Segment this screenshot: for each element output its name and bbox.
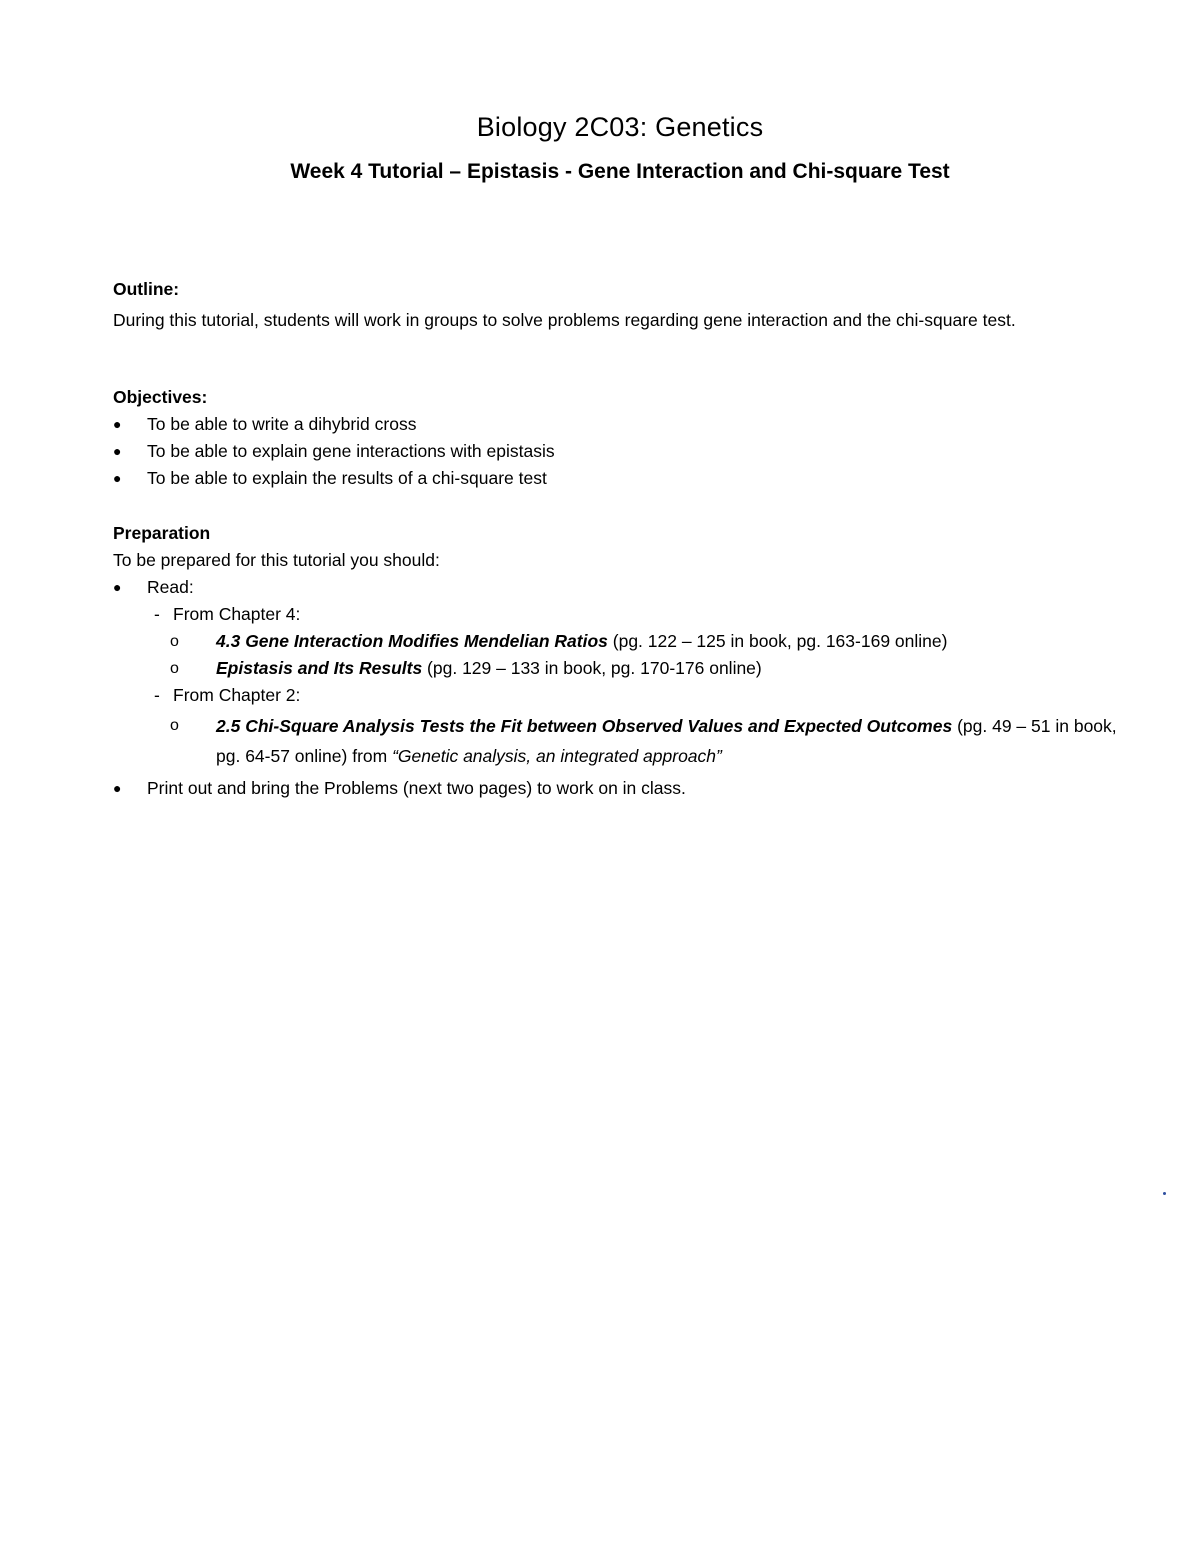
objective-item <box>113 438 1123 465</box>
reading-item <box>113 711 1123 771</box>
dash-icon: - <box>154 604 160 624</box>
objective-text: To be able to write a dihybrid cross <box>147 414 417 434</box>
reading-source: “Genetic analysis, an integrated approach” <box>392 746 722 766</box>
reading-title: 2.5 Chi-Square Analysis Tests the Fit between Observed Values and Expected Outcomes <box>216 716 953 736</box>
chapter2-item <box>113 682 1123 709</box>
preparation-intro: To be prepared for this tutorial you should: <box>113 550 440 570</box>
chapter2-label: From Chapter 2: <box>173 685 301 705</box>
print-text: Print out and bring the Problems (next two pages) to work on in class. <box>147 778 686 798</box>
reading-pages: (pg. 122 – 125 in book, pg. 163-169 online) <box>607 631 948 651</box>
document-subtitle: Week 4 Tutorial – Epistasis - Gene Interaction and Chi-square Test <box>290 160 950 183</box>
read-label: Read: <box>147 577 194 597</box>
bullet-icon: ● <box>113 579 122 595</box>
objective-item <box>113 465 1123 492</box>
document-title: Biology 2C03: Genetics <box>476 112 764 142</box>
bullet-icon: ● <box>113 416 122 432</box>
outline-heading: Outline: <box>113 279 180 299</box>
objective-text: To be able to explain the results of a chi-square test <box>147 468 547 488</box>
bullet-icon: ● <box>113 470 122 486</box>
read-item <box>113 574 1123 601</box>
objective-text: To be able to explain gene interactions with epistasis <box>147 441 555 461</box>
bullet-icon: ● <box>113 443 122 459</box>
objectives-heading: Objectives: <box>113 387 208 407</box>
outline-section <box>113 274 1123 336</box>
stray-mark <box>1163 1192 1166 1195</box>
print-item <box>113 775 1123 802</box>
objective-item <box>113 411 1123 438</box>
reading-pages: (pg. 129 – 133 in book, pg. 170-176 online) <box>422 658 762 678</box>
reading-title: 4.3 Gene Interaction Modifies Mendelian Ratios <box>216 631 608 651</box>
reading-item <box>113 655 1123 682</box>
circle-bullet-icon: o <box>170 717 179 734</box>
preparation-section <box>113 520 1123 802</box>
chapter4-item <box>113 601 1123 628</box>
chapter4-label: From Chapter 4: <box>173 604 301 624</box>
outline-text: During this tutorial, students will work in groups to solve problems regarding gene interaction and the chi-square test. <box>113 310 1016 330</box>
bullet-icon: ● <box>113 780 122 796</box>
reading-pages: (pg. 49 – 51 in book, pg. 64-57 online) from <box>216 716 1117 766</box>
dash-icon: - <box>154 685 160 705</box>
circle-bullet-icon: o <box>170 633 179 650</box>
reading-title: Epistasis and Its Results <box>216 658 423 678</box>
reading-item <box>113 628 1123 655</box>
preparation-heading: Preparation <box>113 523 211 543</box>
circle-bullet-icon: o <box>170 660 179 677</box>
objectives-section <box>113 384 1123 492</box>
